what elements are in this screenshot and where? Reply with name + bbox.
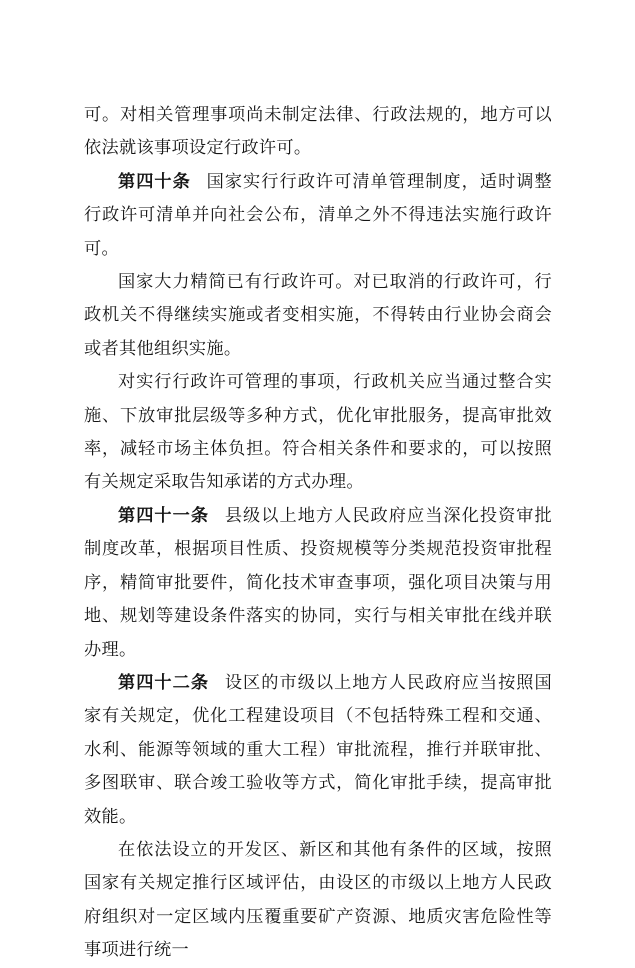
- paragraph-text: 可。对相关管理事项尚未制定法律、行政法规的，地方可以依法就该事项设定行政许可。: [84, 105, 552, 159]
- paragraph-continuation: [84, 99, 552, 166]
- paragraph-article-40: [84, 166, 552, 266]
- paragraph-text: 在依法设立的开发区、新区和其他有条件的区域，按照国家有关规定推行区域评估，由设区的市级以上地方人民政府组织对一定区域内压覆重要矿产资源、地质灾害危险性等事项进行统一: [84, 839, 552, 961]
- paragraph-article-41: [84, 500, 552, 667]
- article-number: 第四十二条: [118, 672, 210, 693]
- paragraph-article-42: [84, 667, 552, 834]
- paragraph-text: 设区的市级以上地方人民政府应当按照国家有关规定，优化工程建设项目（不包括特殊工程和交通、水利、能源等领域的重大工程）审批流程，推行并联审批、多图联审、联合竣工验收等方式，简化审批手续，提高审批效能。: [84, 672, 552, 827]
- paragraph-text: 对实行行政许可管理的事项，行政机关应当通过整合实施、下放审批层级等多种方式，优化审批服务，提高审批效率，减轻市场主体负担。符合相关条件和要求的，可以按照有关规定采取告知承诺的方式办理。: [84, 372, 552, 493]
- paragraph-article-40-clause-3: [84, 366, 552, 500]
- article-number: 第四十条: [118, 171, 191, 192]
- paragraph-article-42-clause-2: [84, 834, 552, 968]
- paragraph-text: 国家实行行政许可清单管理制度，适时调整行政许可清单并向社会公布，清单之外不得违法实施行政许可。: [84, 171, 553, 259]
- paragraph-text: 国家大力精简已有行政许可。对已取消的行政许可，行政机关不得继续实施或者变相实施，不得转由行业协会商会或者其他组织实施。: [84, 272, 552, 359]
- paragraph-text: 县级以上地方人民政府应当深化投资审批制度改革，根据项目性质、投资规模等分类规范投资审批程序，精简审批要件，简化技术审查事项，强化项目决策与用地、规划等建设条件落实的协同，实行与相关审批在线并联办理。: [84, 505, 552, 660]
- paragraph-article-40-clause-2: [84, 266, 552, 366]
- document-page: [84, 99, 552, 968]
- article-number: 第四十一条: [118, 505, 210, 526]
